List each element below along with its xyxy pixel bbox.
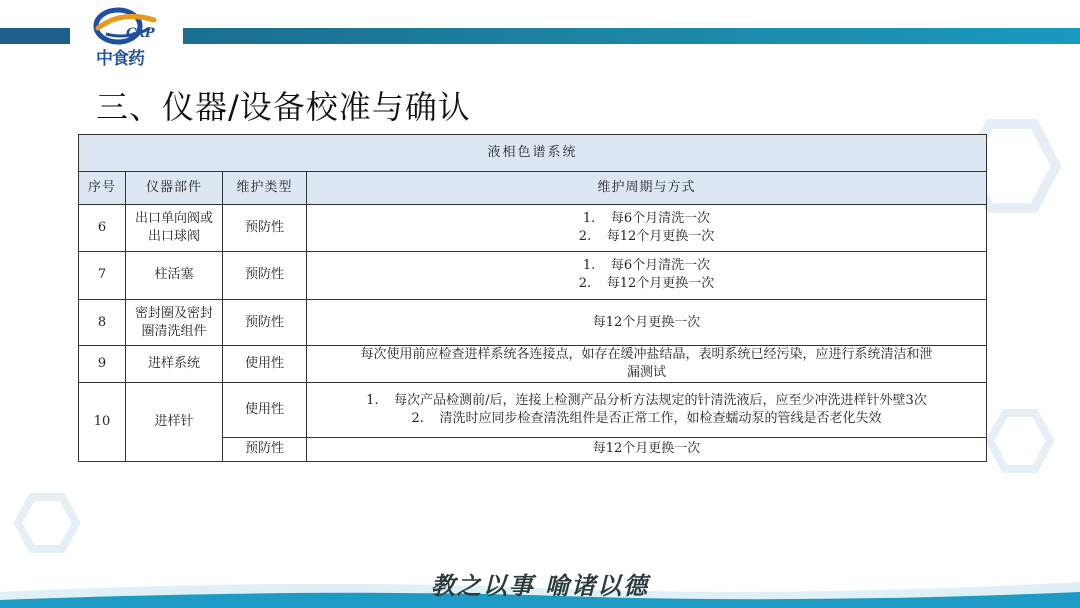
table-row [79,346,987,383]
maintenance-type: 预防性 [223,299,307,345]
maintenance-method [307,251,987,299]
item-text: 每6个月清洗一次 [610,258,711,274]
item-index: 2. [578,276,592,292]
maintenance-table [78,134,987,462]
row-number: 7 [79,251,126,299]
maintenance-method [307,383,987,437]
part-name-line: 出口球阀 [147,229,200,245]
row-number: 9 [79,346,126,383]
table-row [79,251,987,299]
footer-slogan: 教之以事 喻诸以德 [430,571,650,600]
column-header-part: 仪器部件 [126,172,223,205]
item-index: 1. [582,258,596,274]
table-row [79,299,987,345]
part-name: 柱活塞 [126,251,223,299]
part-name-line: 圈清洗组件 [141,323,207,339]
item-index: 2. [411,411,424,427]
column-header-cycle: 维护周期与方式 [307,172,987,205]
row-number: 6 [79,205,126,251]
item-index: 2. [578,229,592,245]
row-number: 8 [79,299,126,345]
part-name [126,299,223,345]
part-name-line: 密封圈及密封 [134,305,213,321]
column-header-no: 序号 [79,172,126,205]
table-row [79,383,987,437]
table-row [79,205,987,251]
hexagon-decoration-icon [985,408,1055,474]
maintenance-type: 预防性 [223,437,307,461]
item-text: 每12个月更换一次 [606,229,715,245]
maintenance-method: 每12个月更换一次 [307,299,987,345]
maintenance-method [307,205,987,251]
item-text: 每6个月清洗一次 [610,211,711,227]
page-title: 三、仪器/设备校准与确认 [96,88,471,126]
hexagon-decoration-icon [14,492,80,554]
header-bar-left [0,28,70,44]
part-name [126,205,223,251]
part-name-line: 出口单向阀或 [134,211,213,227]
maintenance-method [307,346,987,383]
maintenance-type: 预防性 [223,251,307,299]
table-caption: 液相色谱系统 [79,135,987,172]
item-text: 每12个月更换一次 [606,276,715,292]
maintenance-type: 预防性 [223,205,307,251]
maintenance-type: 使用性 [223,383,307,437]
method-line: 每次使用前应检查进样系统各连接点，如存在缓冲盐结晶，表明系统已经污染，应进行系统清洁和泄 [360,347,933,363]
column-header-type: 维护类型 [223,172,307,205]
part-name: 进样针 [126,383,223,462]
item-text: 清洗时应同步检查清洗组件是否正常工作，如检查蠕动泵的管线是否老化失效 [439,411,882,427]
logo-brand-text: 中食药 [96,49,144,69]
maintenance-method: 每12个月更换一次 [307,437,987,461]
item-text: 每次产品检测前/后，连接上检测产品分析方法规定的针清洗液后，应至少冲洗进样针外壁3次 [394,393,927,409]
part-name: 进样系统 [126,346,223,383]
maintenance-type: 使用性 [223,346,307,383]
item-index: 1. [582,211,596,227]
header-bar-right [183,28,1080,44]
row-number: 10 [79,383,126,462]
item-index: 1. [366,393,379,409]
logo-gxp-text: GxP [126,26,155,41]
method-line: 漏测试 [626,365,666,381]
